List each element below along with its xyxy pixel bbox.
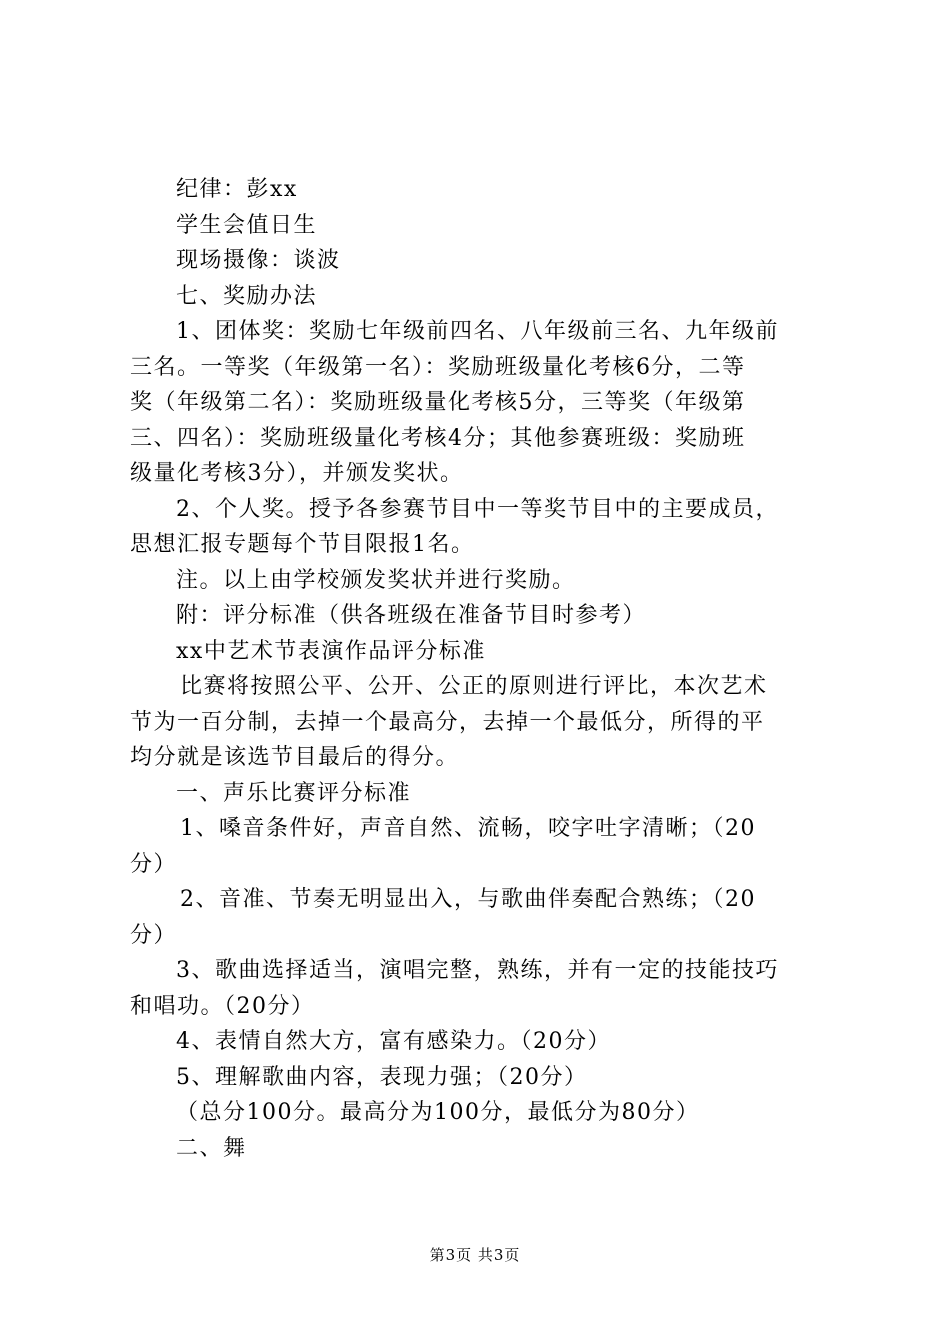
text-line: 5、理解歌曲内容，表现力强；（20分）	[176, 1064, 588, 1090]
text-line: 节为一百分制，去掉一个最高分，去掉一个最低分，所得的平	[130, 709, 765, 735]
text-line: 4、表情自然大方，富有感染力。（20分）	[176, 1029, 611, 1054]
text-line: 三、四名）：奖励班级量化考核4分；其他参赛班级：奖励班	[130, 425, 746, 451]
text-line: 比赛将按照公平、公开、公正的原则进行评比，本次艺术	[180, 674, 768, 699]
text-line: 3、歌曲选择适当，演唱完整，熟练，并有一定的技能技巧	[176, 958, 779, 983]
text-line: 附：评分标准（供各班级在准备节目时参考）	[176, 603, 647, 628]
text-line: 2、音准、节奏无明显出入，与歌曲伴奏配合熟练；（20	[180, 887, 756, 912]
text-line: 思想汇报专题每个节目限报1名。	[130, 532, 475, 557]
text-line: 现场摄像：谈波	[176, 248, 341, 273]
text-line: 奖（年级第二名）：奖励班级量化考核5分，三等奖（年级第	[130, 390, 746, 415]
text-line: 1、团体奖：奖励七年级前四名、八年级前三名、九年级前	[176, 319, 779, 344]
section-heading: 七、奖励办法	[176, 283, 318, 309]
text-line: （总分100分。最高分为100分，最低分为80分）	[176, 1100, 700, 1125]
text-line: 2、个人奖。授予各参赛节目中一等奖节目中的主要成员，	[176, 496, 779, 522]
text-line: 均分就是该选节目最后的得分。	[130, 745, 460, 770]
text-line: 级量化考核3分），并颁发奖状。	[130, 461, 464, 486]
text-line: 1、嗓音条件好，声音自然、流畅，咬字吐字清晰；（20	[180, 816, 756, 841]
section-heading: 一、声乐比赛评分标准	[176, 780, 412, 806]
text-line: 纪律：彭xx	[176, 177, 298, 202]
text-line: 和唱功。（20分）	[130, 993, 315, 1019]
text-line: 三名。一等奖（年级第一名）：奖励班级量化考核6分，二等	[130, 354, 746, 380]
section-heading: 二、舞	[176, 1135, 247, 1161]
text-line: 注。以上由学校颁发奖状并进行奖励。	[176, 567, 576, 593]
section-title: xx中艺术节表演作品评分标准	[176, 638, 486, 664]
text-line: 分）	[130, 851, 178, 877]
page-footer: 第3页 共3页	[429, 1246, 521, 1264]
text-line: 分）	[130, 922, 178, 948]
document-body	[130, 172, 830, 1166]
text-line: 学生会值日生	[176, 212, 318, 238]
